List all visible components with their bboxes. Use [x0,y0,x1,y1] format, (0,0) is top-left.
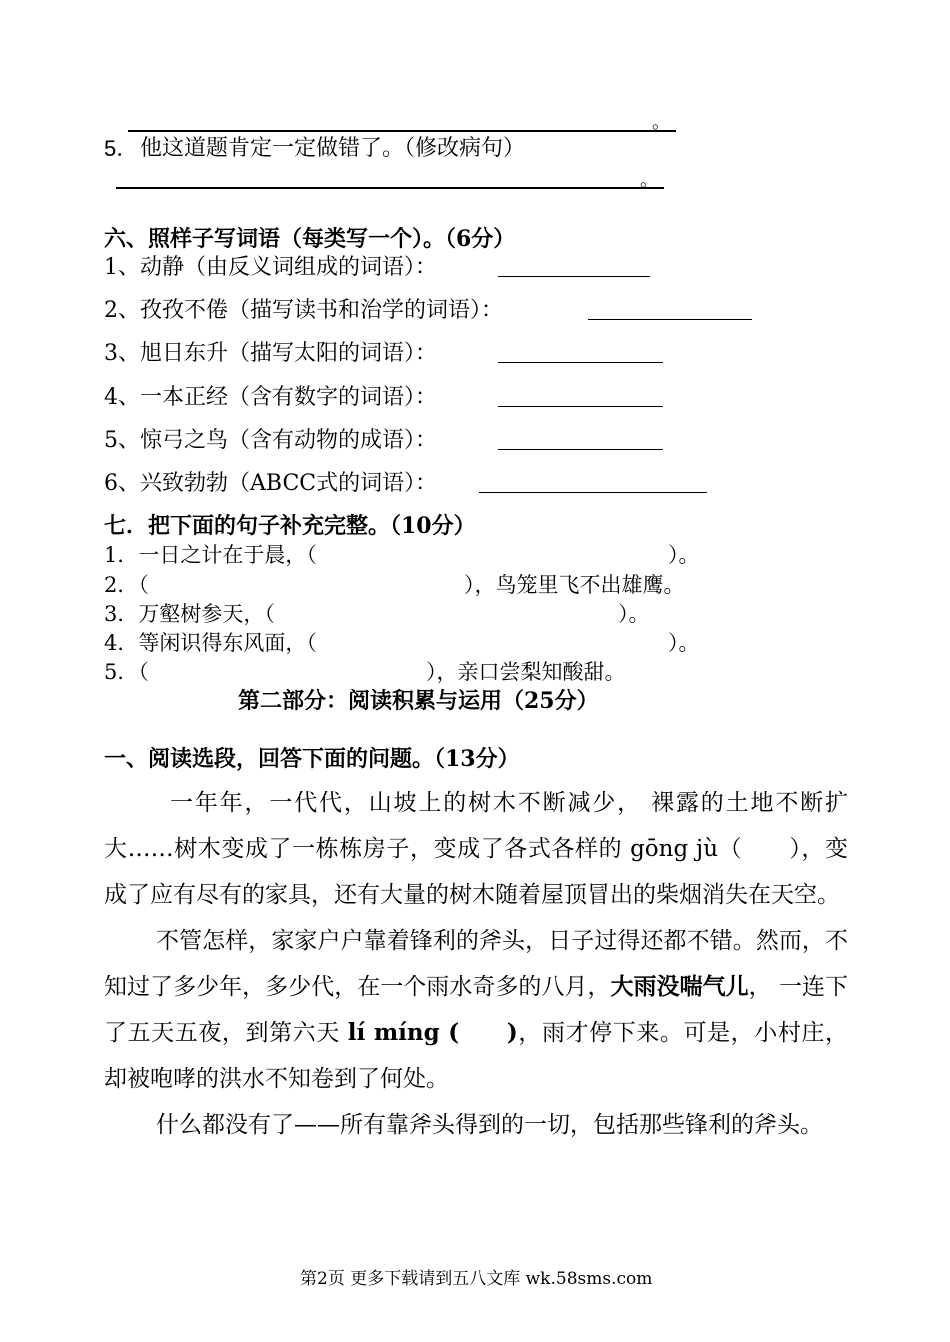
page-footer: 第2页 更多下载请到五八文库 wk.58sms.com [300,1269,653,1289]
blank-6-2[interactable] [588,319,752,320]
blank-6-6[interactable] [479,492,707,493]
section-7-item-4-end: ）。 [668,631,700,655]
reading-question-title: 一、阅读选段，回答下面的问题。（13分） [104,746,520,772]
section-7-item-5-start: 5．（ [104,660,149,684]
blank-6-3[interactable] [498,362,663,363]
question-5-number: 5． [104,136,139,161]
passage-paragraph-2 [104,918,848,1102]
section-6-item-1: 1、动静（由反义词组成的词语）： [104,255,437,280]
answer-line-q4[interactable] [128,130,676,132]
passage-paragraph-3: 什么都没有了——所有靠斧头得到的一切，包括那些锋利的斧头。 [156,1112,823,1138]
section-7-item-5-end: ），亲口尝梨知酸甜。 [426,660,626,684]
section-7-item-1-start: 1．一日之计在于晨，（ [104,543,317,567]
blank-6-1[interactable] [498,276,650,277]
passage-paragraph-1: 一年年，一代代，山坡上的树木不断减少， 裸露的土地不断扩大……树木变成了一栋栋房子，变成了各式各样的 gōng jù（ ），变成了应有尽有的家具，还有大量的树木随着屋顶冒出的柴烟消失在天空。 [104,790,848,908]
question-5-text: 他这道题肯定一定做错了。（修改病句） [140,136,526,161]
pinyin-blank[interactable]: lí míng ( ) [347,1019,518,1046]
bold-phrase: 大雨没喘气儿 [610,973,749,1000]
section-7-item-3-start: 3．万壑树参天，（ [104,602,275,626]
section-7-item-2-start: 2．（ [104,573,149,597]
paragraph-2-part-a: 不管怎样，家家户户靠着锋利的斧头，日子过得还都不错。然而，不知过了多少年，多少代，在一个雨水奇多的八月， [104,928,848,1000]
section-6-title: 六、照样子写词语（每类写一个）。（6分） [104,226,516,252]
section-7-item-4-start: 4．等闲识得东风面，（ [104,631,317,655]
section-6-item-4: 4、一本正经（含有数字的词语）： [104,385,437,410]
section-6-item-3: 3、旭日东升（描写太阳的词语）： [104,341,437,366]
section-6-item-6: 6、兴致勃勃（ABCC式的词语）： [104,471,438,496]
section-6-item-5: 5、惊弓之鸟（含有动物的成语）： [104,428,437,453]
answer-line-q5[interactable] [116,187,664,189]
section-7-item-1-end: ）。 [668,543,700,567]
part-2-title: 第二部分：阅读积累与运用（25分） [238,688,599,714]
section-7-title: 七．把下面的句子补充完整。（10分） [104,513,476,539]
period-q5: 。 [640,170,658,191]
section-6-item-2: 2、孜孜不倦（描写读书和治学的词语）： [104,298,503,323]
period-q4: 。 [652,112,670,133]
reading-passage [104,780,848,1148]
blank-6-5[interactable] [498,449,663,450]
section-7-item-2-end: ），鸟笼里飞不出雄鹰。 [464,573,685,597]
paragraph-2-part-b: ， 一连下了五天五夜，到第六天 [104,974,849,1046]
blank-6-4[interactable] [498,406,663,407]
paragraph-2-part-c: ，雨才停下来。可是，小村庄，却被咆哮的洪水不知卷到了何处。 [104,1020,849,1092]
section-7-item-3-end: ）。 [618,602,650,626]
